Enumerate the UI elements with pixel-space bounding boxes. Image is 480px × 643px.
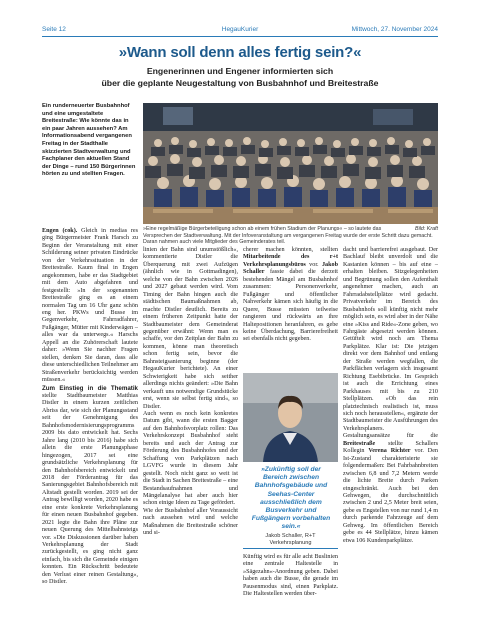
paragraph-text: cherer machen könnten, stellten	[243, 247, 338, 253]
article-subhead	[60, 66, 420, 89]
issue-date: Mittwoch, 27. November 2024	[351, 26, 438, 33]
speaker-portrait-illustration	[243, 373, 338, 462]
bold-text: Breitestraße	[343, 440, 376, 447]
article-column-2	[143, 247, 238, 538]
paragraph-text: Wie der Busbahnhof aller Voraussicht nach aussehen wird und welche Maßnahmen die Breitestraße schöner und si-	[143, 507, 238, 537]
page-number: Seite 12	[42, 26, 66, 33]
audience-photo	[143, 103, 438, 224]
pull-quote: »Zukünftig soll der Bereich zwischen Bahnhofsgebäude und Seehas-Center ausschließlich dem Busverkehr und Fußgängern vorbehalten sein.«	[251, 466, 331, 531]
paragraph	[42, 228, 138, 385]
paragraph-text: Gestaltungsansätze für die	[343, 433, 438, 440]
paragraph	[42, 385, 138, 587]
paragraph-text: Künftig wird es für alle acht Buslinien eine zentrale Haltestelle in »Sägezahn«-Anordnung geben. Dabei haben auch die Busse, die gerade im Pausenmodus sind, einen Parkplatz. Die Haltestellen werden über-	[243, 554, 338, 598]
article-column-4	[343, 247, 438, 545]
article-intro: Ein runderneuerter Busbahnhof und eine umgestaltete Breitestraße: Wie könnte das in ein paar Jahren aussehen? Am Informationsabend vergangenen Freitag in der Stadthalle skizzierten Stadtverwaltung und Fachplaner den aktuellen Stand der Dinge – rund 150 Bürgerinnen hörten zu und stellten Fragen.	[42, 103, 136, 178]
article-headline: »Wann soll denn alles fertig sein?«	[118, 44, 362, 61]
dateline: Engen (cok).	[42, 228, 78, 234]
paragraph-text: stellte Stadtbaumeister Matthias Distler in einem kurzen zeitlichen Abriss dar, wie sich der Planungsstand seit der Genehmigung des Bahnhofsmodernisierungsprogramms 2009 bis dato entwickelt hat. Sechs Jahre lang (2010 bis 2016) habe sich allein die erste Planungsphase hingezogen, 2017 sei eine grundsätzliche Verkehrsplanung für den Bahnhofsbereich entwickelt und 2018 der Förderantrag für das Sanierungsgebiet Bahnhofsbereich mit Altstadt gestellt worden. 2019 sei der Antrag bewilligt worden, 2020 habe es eine erste konkrete Verkehrsplanung für einen neuen Busbahnhof gegeben. 2021 legte die Bahn ihre Pläne zur neuen Querung des Mittelbahnsteigs vor. »Die Diskussionen darüber haben Verkehrsplanung der Stadt zurückgestellt, es ging nicht ganz einfach, bis sich die Gemeinde einigen konnten. Ein Rückschritt bedeutete den Verlust einer reinen Gestaltung«, so Distler.	[42, 392, 138, 586]
subhead-line-1: Engenerinnen und Engener informierten sich	[146, 66, 334, 76]
bold-text: Mitarbeitende des r+t Verkehrsplanungsbüros	[243, 254, 338, 268]
paragraph-text: Auch wenn es noch kein konkretes Datum gibt, wann die ersten Bagger auf den Bahnhofsvorplatz rollen: Das Verkehrskonzept Busbahnhof steht bereits und auch der Antrag zur Förderung des Busbahnhofes und der Schaffung von Parkplätzen nach LGVFG wurde in diesem Jahr gestellt. Noch nicht ganz so weit ist die Stadt in Sachen Breitestraße – eine Bestandsaufnahmen und Mängelanalyse hat aber auch hier schon einige Ideen zu Tage gefördert.	[143, 410, 238, 507]
quote-attribution	[243, 533, 338, 547]
paragraph-text: vor.	[309, 261, 319, 268]
article-column-3-continued	[243, 554, 338, 599]
paragraph-text: stellte Schallers Kollegin	[343, 440, 438, 455]
audience-photo-illustration	[143, 103, 438, 224]
quote-speaker: Jakob Schaller, R+T	[265, 533, 316, 539]
paragraph-text: fasste dabei die derzeit bestehenden Mängel am Busbahnhof zusammen: Personenverkehr, Fußgänger und öffentlicher Nahverkehr kämen sich häufig in die Quere, Busse müssten teilweise rangieren und rückwärts an ihre Haltepositionen heranfahren, es gebe keine Überdachung, Barrierefreiheit sei ebenfalls nicht gegeben.	[243, 269, 338, 343]
photo-caption	[143, 226, 438, 246]
photo-caption-text: »Eine regelmäßige Bürgerbeteiligung schon ab einem frühen Stadium der Planungs« – so lautete das Versprechen der Stadtverwaltung. Mit der Infoveranstaltung am vergangenen Freitag wurde der erste Schritt dazu gemacht. Daran nahmen auch viele Mitglieder des Gemeinderates teil.	[143, 226, 433, 246]
header-rule	[42, 36, 438, 37]
paragraph	[243, 247, 338, 344]
quote-rule	[243, 548, 338, 549]
paragraph-text: linien der Bahn sind unumstößlich«, kommentierte Distler die Überquerung mit zwei Aufzügen (ähnlich wie in Gottmadingen), welche von der Bahn zwischen 2026 und 2027 gebaut werden wird. Vom Timing der Bahn hingen auch die städtischen Baumaßnahmen ab, machte Distler deutlich. Bereits zu einem früheren Zeitpunkt hatte der Stadtbaumeister dem Gemeinderat gegenüber erwähnt: Wenn man es schaffe, vor den Zeitplan der Bahn zu kommen, könne man theoretisch schon fertig sein, bevor die Bahnsteigsanierung beginne (der HegauKurier berichtete). An einer Schwierigkeit habe sich seither allerdings nichts geändert: »Die Bahn verkauft uns notwendige Grundstücke erst, wenn sie selbst fertig sind«, so Distler.	[143, 247, 238, 410]
bold-text: Verena Richter	[368, 448, 411, 455]
paragraph-text: Gleich in medias res ging Bürgermeister Frank Harsch zu Beginn der Veranstaltung mit einer Schilderung seiner privaten Eindrücke von der Verkehrssituation in der Breitestraße. Kaum final in Engen angekommen, habe er das Stadtgebiet mit dem Auto abgefahren und festgestellt: »In der sogenannten Breitestraße ging es an einem normalen Tag um 16 Uhr ganz schön eng her. PKWs und Busse im Gegenverkehr, Fahrradfahrer, Fußgänger, Mütter mit Kinderwägen – alles war da unterwegs.« Harschs Appell an die Zuhörerschaft lautete daher: »Wenn Sie nachher Fragen stellen, denken Sie daran, dass alle diese unterschiedlichen Teilnehmer am Straßenverkehr berücksichtig werden müssen.«	[42, 228, 138, 384]
quote-speaker-role: Verkehrsplanung	[269, 539, 312, 546]
paragraph	[343, 433, 438, 545]
paragraph-text: dacht und barrierefrei ausgebaut. Der Bachlauf bleibt unverdolt und die Kastanien können – bis auf eine – erhalten bleiben. Sitzgelegenheiten und Begrünung sollen den Aufenthalt angenehmer machen, auch an Fahrradabstellplätze wird gedacht. Privatverkehr im Bereich des Busbahnhofs soll künftig nicht mehr möglich sein, es wird aber in der Nähe eine »Kiss and Ride«-Zone geben, wo Fahrgäste abgesetzt werden können. Getüftelt wird noch am Thema Parkplätze. Klar ist: Die jetzigen direkt vor dem Bahnhof und entlang der Straße werden wegfallen, die Parkflächen verlagern sich insgesamt Richtung Esebibrücke. Im Gespräch ist auch die Errichtung eines Parkhauses mit bis zu 210 Stellplätzen. »Ob das rein platztechnisch realistisch ist, muss sich noch herausstellen«, ergänzte der Stadtbaumeister die Ausführungen des Verkehrsplaners.	[343, 247, 438, 432]
publication-name: HegauKurier	[221, 26, 259, 33]
article-column-1	[42, 228, 138, 587]
speaker-portrait	[243, 373, 338, 462]
article-column-3	[243, 247, 338, 344]
bold-text: Jakob Schaller	[243, 261, 338, 276]
subhead-line-2: über die geplante Neugestaltung von Busbahnhof und Breitestraße	[101, 77, 379, 88]
paragraph-text: vor. Den Ist-Zustand charakterisierte sie folgendermaßen: Bei Fahrbahnbreiten zwischen 6,8 und 7,2 Metern werde die lichte Breite durch Parken eingeschränkt. Auch bei den Gehwegen, die durchschnittlich zwischen 2 und 2,5 Meter breit seien, gebe es Engstellen von nur rund 1,4 m durch parkende Fahrzeuge auf dem Gehweg. Im öffentlichen Bereich gebe es 44 Stellplätze, hinzu kämen etwa 106 Kundenparkplätze.	[343, 448, 438, 544]
photo-credit: Bild: Kraft	[415, 226, 438, 232]
section-subheading: Zum Einstieg in die Thematik	[42, 384, 138, 392]
